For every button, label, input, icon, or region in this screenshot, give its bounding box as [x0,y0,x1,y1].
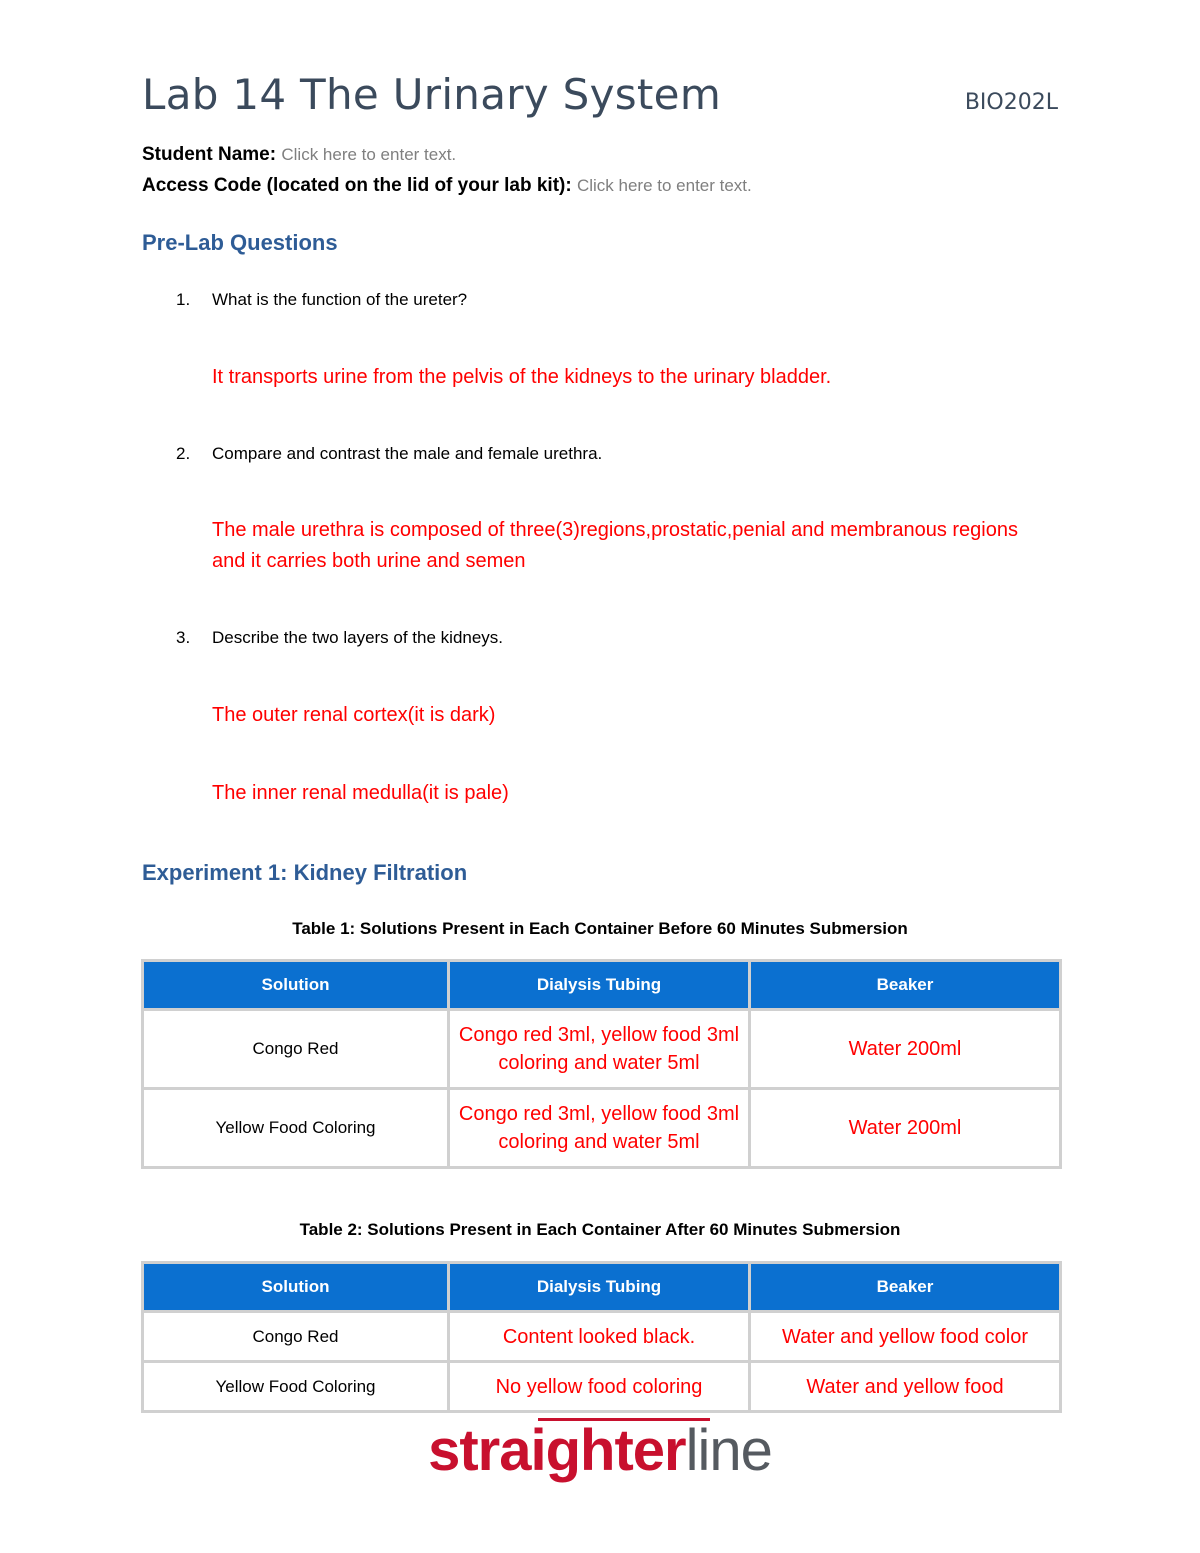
cell-beaker: Water and yellow food [750,1362,1061,1412]
answer-2: The male urethra is composed of three(3)regions,prostatic,penial and membranous regions and it carries both urine and semen [212,519,1018,572]
cell-dialysis-tubing: No yellow food coloring [449,1362,750,1412]
question-number: 2. [176,444,191,463]
header-dialysis-tubing: Dialysis Tubing [449,961,750,1010]
logo-text-primary: straighter [428,1418,686,1483]
header-solution: Solution [143,1263,449,1312]
cell-beaker: Water 200ml [750,1010,1061,1089]
question-3 [176,628,503,648]
answer-1: It transports urine from the pelvis of the kidneys to the urinary bladder. [212,366,832,388]
header-beaker: Beaker [750,1263,1061,1312]
student-name-row [142,144,456,166]
straighterline-logo [0,1417,1200,1484]
student-name-field[interactable]: Click here to enter text. [281,145,457,164]
answer-3a: The outer renal cortex(it is dark) [212,704,496,726]
cell-solution: Yellow Food Coloring [143,1362,449,1412]
access-code-field[interactable]: Click here to enter text. [576,176,752,195]
cell-beaker: Water 200ml [750,1089,1061,1168]
cell-beaker: Water and yellow food color [750,1312,1061,1362]
table-header-row [143,1263,1061,1312]
cell-solution: Congo Red [143,1312,449,1362]
table-row [143,1362,1061,1412]
cell-dialysis-tubing: Congo red 3ml, yellow food 3ml coloring and water 5ml [449,1010,750,1089]
course-code: BIO202L [964,90,1058,115]
table-row [143,1089,1061,1168]
prelab-heading: Pre-Lab Questions [142,230,338,255]
table2-caption: Table 2: Solutions Present in Each Container After 60 Minutes Submersion [299,1220,901,1239]
logo-text-secondary: line [685,1418,772,1483]
cell-solution: Yellow Food Coloring [143,1089,449,1168]
experiment1-heading: Experiment 1: Kidney Filtration [142,860,468,885]
cell-dialysis-tubing: Congo red 3ml, yellow food 3ml coloring and water 5ml [449,1089,750,1168]
question-1 [176,290,467,310]
question-text: Describe the two layers of the kidneys. [212,628,504,647]
question-2 [176,444,602,464]
answer-3b: The inner renal medulla(it is pale) [212,782,509,804]
table-header-row [143,961,1061,1010]
cell-solution: Congo Red [143,1010,449,1089]
table-row [143,1312,1061,1362]
access-code-label: Access Code (located on the lid of your lab kit): [142,175,572,196]
table1 [141,959,1062,1169]
header-beaker: Beaker [750,961,1061,1010]
student-name-label: Student Name: [142,144,277,165]
cell-dialysis-tubing: Content looked black. [449,1312,750,1362]
question-text: Compare and contrast the male and female urethra. [212,444,603,463]
header-dialysis-tubing: Dialysis Tubing [449,1263,750,1312]
table-row [143,1010,1061,1089]
header-solution: Solution [143,961,449,1010]
table1-caption: Table 1: Solutions Present in Each Container Before 60 Minutes Submersion [292,919,908,938]
question-number: 3. [176,628,191,647]
question-text: What is the function of the ureter? [212,290,468,309]
document-title: Lab 14 The Urinary System [142,70,722,119]
table2 [141,1261,1062,1413]
question-number: 1. [176,290,191,309]
access-code-row [142,175,752,197]
